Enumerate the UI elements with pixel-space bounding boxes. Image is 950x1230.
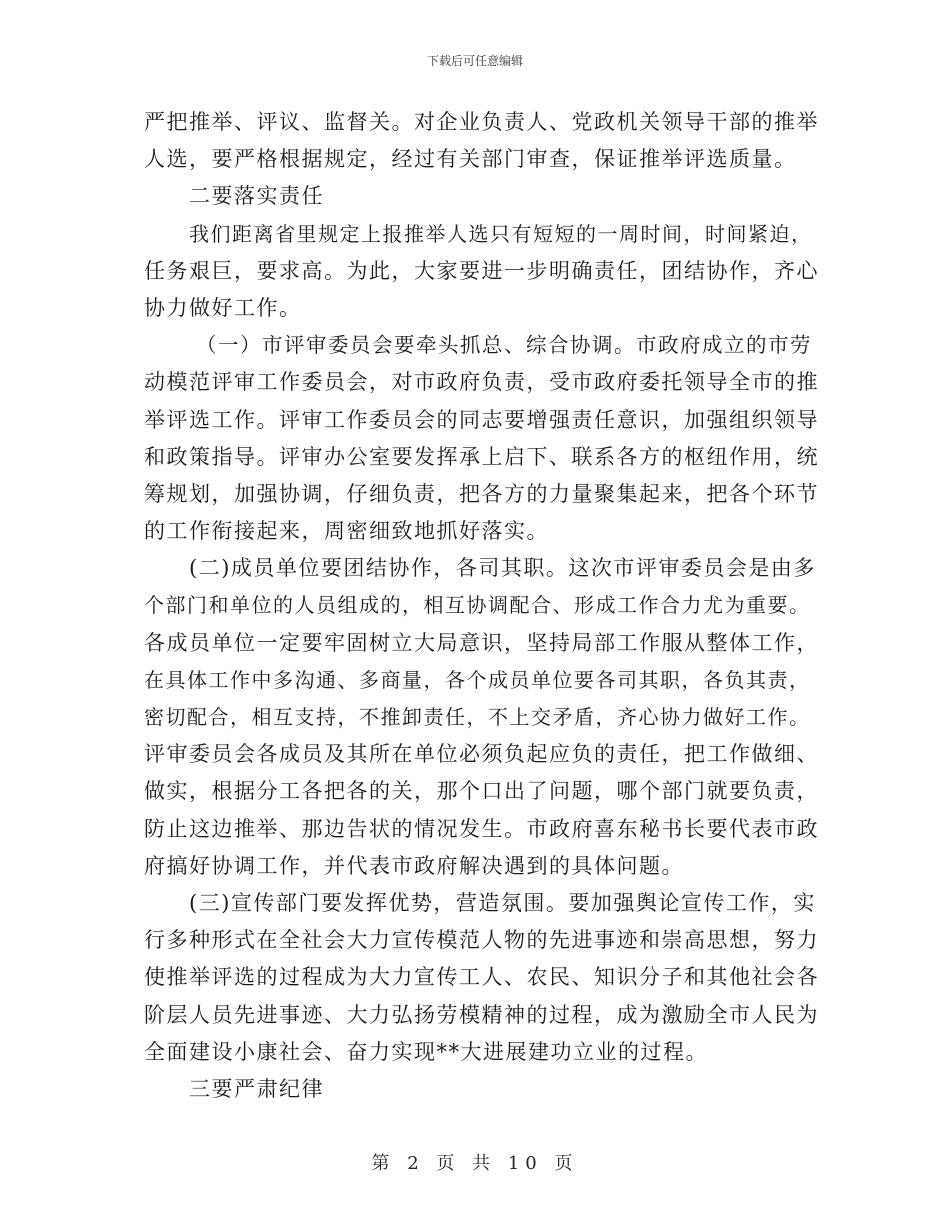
body-line: (二)成员单位要团结协作，各司其职。这次市评审委员会是由多 <box>189 556 816 581</box>
document-body <box>144 104 819 1108</box>
body-line: 密切配合，相互支持，不推卸责任，不上交矛盾，齐心协力做好工作。 <box>144 705 811 729</box>
body-line: 人选，要严格根据规定，经过有关部门审查，保证推举评选质量。 <box>144 147 797 172</box>
body-line: 筹规划，加强协调，仔细负责，把各方的力量聚集起来，把各个环节 <box>144 481 819 506</box>
body-line: 府搞好协调工作，并代表市政府解决遇到的具体问题。 <box>144 853 684 878</box>
page-number-footer: 第 2 页 共 10 页 <box>371 1153 579 1174</box>
section-heading: 二要落实责任 <box>189 184 324 209</box>
body-line: 任务艰巨，要求高。为此，大家要进一步明确责任，团结协作，齐心 <box>144 258 819 283</box>
body-line: 我们距离省里规定上报推举人选只有短短的一周时间，时间紧迫， <box>189 221 813 246</box>
body-line: 和政策指导。评审办公室要发挥承上启下、联系各方的枢纽作用，统 <box>144 444 819 469</box>
body-line: 协力做好工作。 <box>144 295 302 320</box>
body-line: 动模范评审工作委员会，对市政府负责，受市政府委托领导全市的推 <box>144 370 819 395</box>
body-line: (三)宣传部门要发挥优势，营造氛围。要加强舆论宣传工作，实 <box>189 890 816 915</box>
body-line: 严把推举、评议、监督关。对企业负责人、党政机关领导干部的推举 <box>144 110 819 134</box>
body-line: 使推举评选的过程成为大力宣传工人、农民、知识分子和其他社会各 <box>144 965 819 990</box>
body-line: 全面建设小康社会、奋力实现**大进展建功立业的过程。 <box>144 1039 708 1064</box>
body-line: 的工作衔接起来，周密细致地抓好落实。 <box>144 519 549 544</box>
body-line: （一）市评审委员会要牵头抓总、综合协调。市政府成立的市劳 <box>196 333 812 358</box>
page-header: 下载后可任意编辑 <box>426 54 523 68</box>
body-line: 防止这边推举、那边告状的情况发生。市政府喜东秘书长要代表市政 <box>144 816 819 841</box>
body-line: 阶层人员先进事迹、大力弘扬劳模精神的过程，成为激励全市人民为 <box>144 1002 819 1027</box>
body-line: 行多种形式在全社会大力宣传模范人物的先进事迹和崇高思想，努力 <box>144 928 819 953</box>
body-line: 评审委员会各成员及其所在单位必须负起应负的责任，把工作做细、 <box>144 742 819 767</box>
body-line: 在具体工作中多沟通、多商量，各个成员单位要各司其职，各负其责， <box>144 667 811 692</box>
body-line: 举评选工作。评审工作委员会的同志要增强责任意识，加强组织领导 <box>144 407 819 432</box>
body-line: 个部门和单位的人员组成的，相互协调配合、形成工作合力尤为重要。 <box>144 593 811 618</box>
body-line: 做实，根据分工各把各的关，那个口出了问题，哪个部门就要负责， <box>144 779 819 804</box>
section-heading: 三要严肃纪律 <box>189 1076 324 1101</box>
body-line: 各成员单位一定要牢固树立大局意识，坚持局部工作服从整体工作， <box>144 630 819 655</box>
